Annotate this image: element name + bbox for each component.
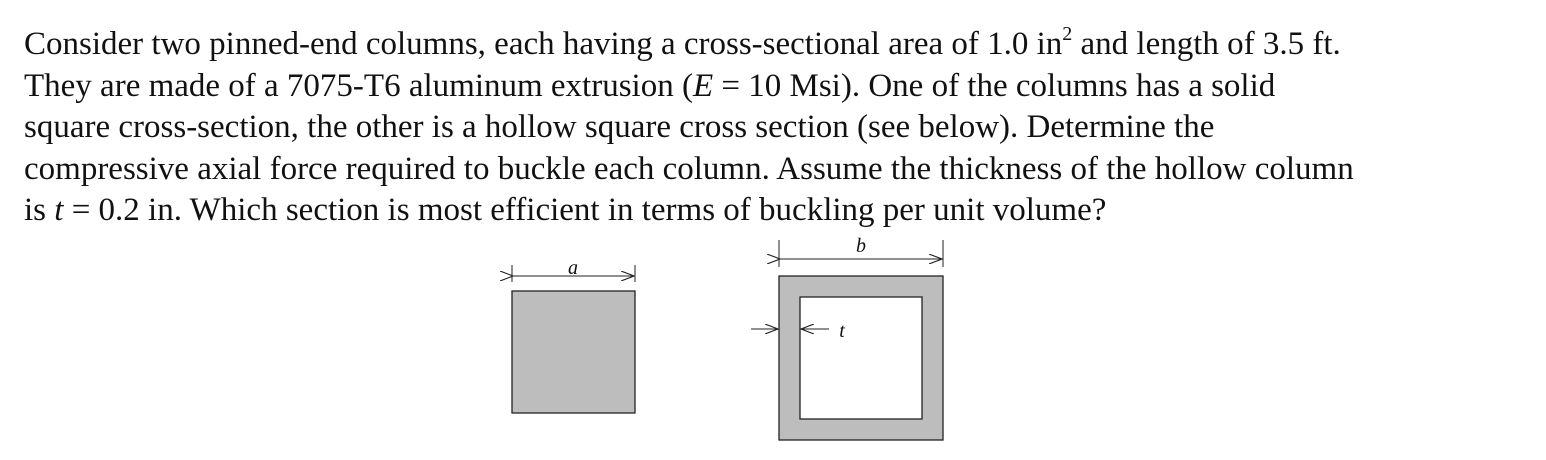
line-5-text: is: [24, 192, 55, 228]
solid-square: [512, 291, 635, 413]
dimension-label-t: t: [839, 320, 845, 342]
line-2-end: = 10 Msi). One of the columns has a solid: [713, 67, 1276, 104]
solid-square-section: [512, 257, 635, 413]
thickness-symbol: t: [54, 192, 64, 228]
hollow-square-section: [751, 235, 943, 440]
line-1-end: and length of 3.5 ft.: [1072, 26, 1341, 62]
modulus-symbol: E: [692, 67, 714, 104]
line-5-end: = 0.2 in. Which section is most efficient in terms of buckling per unit volume?: [63, 192, 1107, 228]
dimension-label-b: b: [856, 235, 866, 257]
dimension-label-a: a: [568, 257, 578, 279]
line-1-text: Consider two pinned-end columns, each having a cross-sectional area of 1.0 in: [24, 26, 1063, 62]
problem-line-4: compressive axial force required to buckle each column. Assume the thickness of the hollow column: [24, 150, 1354, 187]
hollow-square-inner: [800, 297, 922, 419]
line-2-text: They are made of a 7075-T6 aluminum extrusion (: [24, 67, 693, 104]
problem-line-3: square cross-section, the other is a hollow square cross section (see below). Determine the: [24, 109, 1215, 145]
squared-superscript: 2: [1062, 23, 1073, 45]
